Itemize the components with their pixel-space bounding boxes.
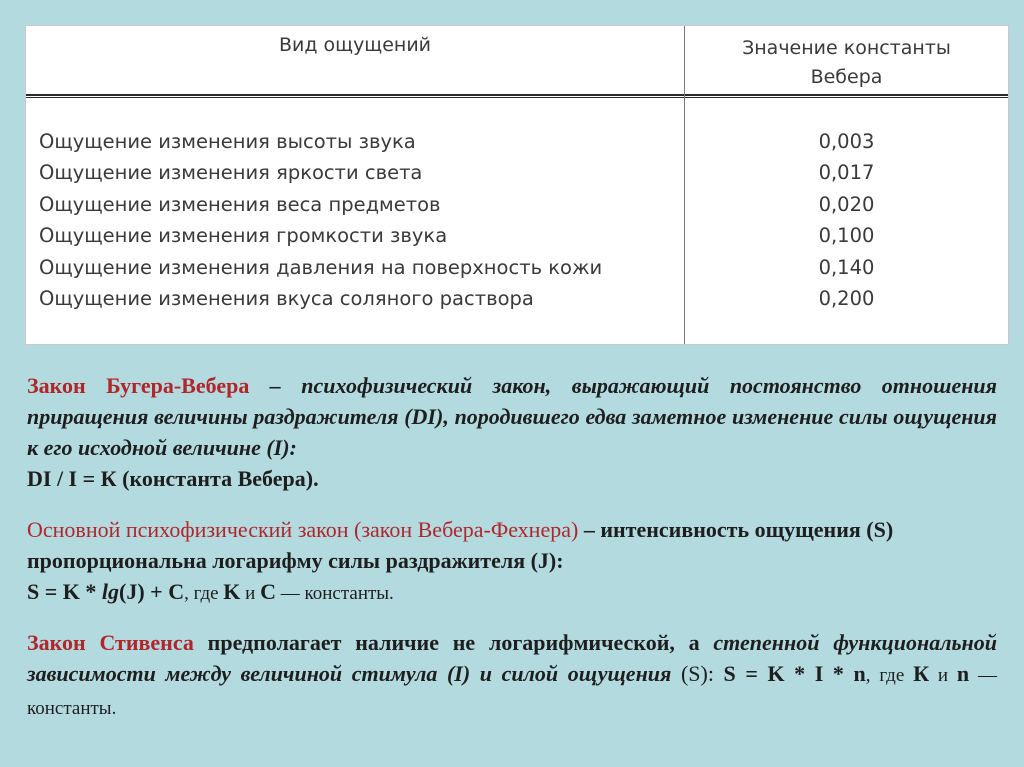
table-row-value: 0,020 <box>818 192 875 216</box>
table-row-value: 0,003 <box>818 130 875 153</box>
header-weber-constant-line1: Значение константы <box>742 37 951 59</box>
weber-constants-table <box>25 25 1009 345</box>
header-weber-constant-line2: Вебера <box>810 66 883 88</box>
header-sensation-type: Вид ощущений <box>278 34 432 56</box>
table-row-value: 0,140 <box>818 255 875 279</box>
stevens-law-text-c: (S): <box>671 661 724 686</box>
constant-values <box>685 126 1008 314</box>
weber-fechner-law-paragraph <box>27 514 997 609</box>
table-row-value: 0,200 <box>818 286 875 310</box>
stevens-law-paragraph <box>27 627 997 724</box>
table-row-label: Ощущение изменения громкости звука <box>39 224 448 248</box>
weber-fechner-formula-part-a: S = K * <box>27 579 102 604</box>
table-row-label: Ощущение изменения веса предметов <box>39 192 441 216</box>
weber-fechner-law-definition: – интенсивность ощущения (S) пропорциональна логарифму силы раздражителя (J): <box>27 517 894 573</box>
weber-fechner-formula-lg: lg <box>101 579 120 604</box>
table-row-value: 0,017 <box>818 161 875 185</box>
stevens-formula-where: , где <box>865 665 914 686</box>
table-row-label: Ощущение изменения яркости света <box>39 161 423 185</box>
bouguer-weber-law-definition: – психофизический закон, выражающий постоянство отношения приращения величины раздражителя (DI), породившего едва заметное изменение силы ощущения к его исходной величине (I): <box>27 373 997 460</box>
weber-fechner-law-term: Основной психофизический закон (закон Вебера-Фехнера) <box>27 517 579 542</box>
stevens-law-text-b: степенной функциональной зависимости между величиной стимула (I) и силой ощущения <box>27 630 997 686</box>
weber-fechner-formula-and: и <box>240 583 261 604</box>
table-row-label: Ощущение изменения давления на поверхность кожи <box>39 255 603 279</box>
stevens-formula-k: К <box>913 661 930 686</box>
weber-fechner-formula-part-b: (J) + C <box>119 579 185 604</box>
header-divider-thin <box>26 97 1008 98</box>
weber-fechner-formula-end: — константы. <box>275 583 394 604</box>
stevens-formula-and: и <box>929 665 957 686</box>
table-row-label: Ощущение изменения вкуса соляного раствора <box>39 286 534 310</box>
weber-fechner-formula-c: C <box>260 579 276 604</box>
table-row-value: 0,100 <box>818 224 875 248</box>
stevens-formula-n: n <box>956 661 970 686</box>
stevens-formula-end: — константы. <box>27 665 997 719</box>
table-row-label: Ощущение изменения высоты звука <box>39 130 416 153</box>
stevens-formula: S = K * I * n <box>723 661 866 686</box>
weber-fechner-formula-k: K <box>223 579 241 604</box>
sensation-labels <box>39 126 602 314</box>
bouguer-weber-formula: DI / I = К (константа Вебера). <box>27 466 319 491</box>
bouguer-weber-law-term: Закон Бугера-Вебера <box>27 373 250 398</box>
weber-fechner-formula-where: , где <box>184 583 224 604</box>
header-weber-constant <box>685 34 1008 92</box>
stevens-law-text-a: предполагает наличие не логарифмической, а <box>193 630 714 655</box>
stevens-law-term: Закон Стивенса <box>27 630 194 655</box>
header-divider <box>26 94 1008 96</box>
bouguer-weber-law-paragraph <box>27 370 997 494</box>
